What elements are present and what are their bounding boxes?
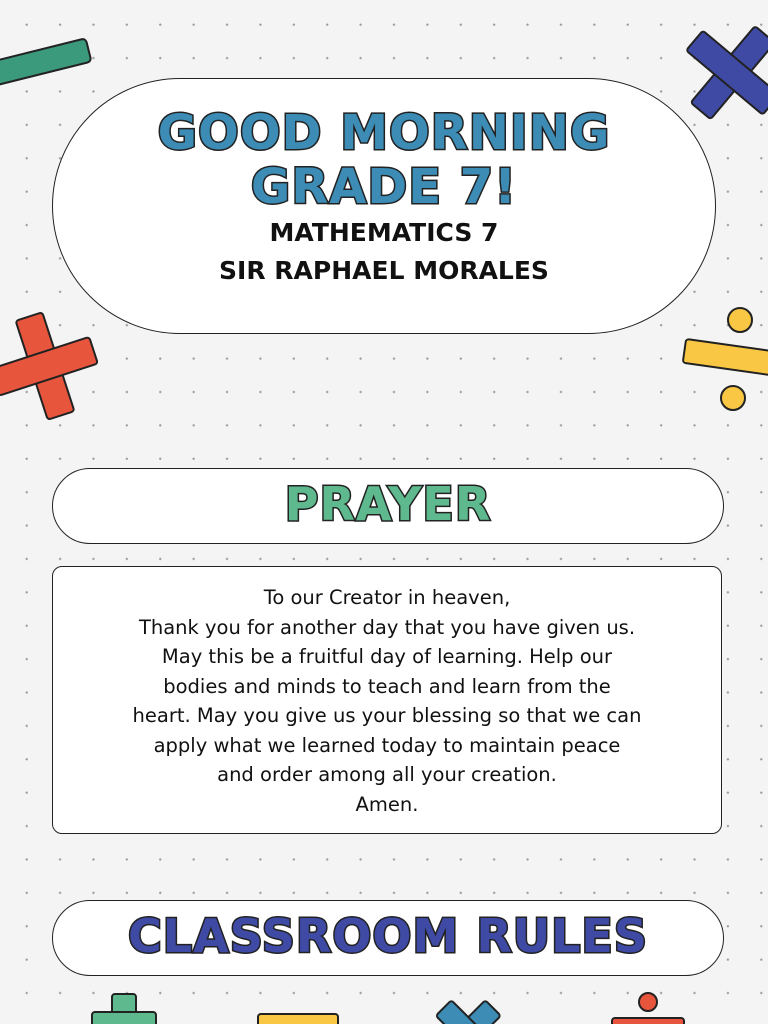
prayer-text-box — [52, 566, 722, 834]
prayer-line: Thank you for another day that you have given us. — [138, 615, 636, 639]
plus-icon — [0, 300, 110, 430]
prayer-line: and order among all your creation. — [217, 763, 557, 786]
prayer-line: bodies and minds to teach and learn from the — [163, 674, 611, 698]
prayer-line: To our Creator in heaven, — [263, 586, 511, 609]
prayer-line: heart. May you give us your blessing so that we can — [132, 704, 642, 727]
minus-icon — [0, 30, 95, 100]
prayer-line: May this be a fruitful day of learning. Help our — [161, 645, 613, 668]
rules-heading-pill — [52, 900, 724, 976]
prayer-line: Amen. — [355, 792, 419, 816]
minus-icon — [256, 1012, 340, 1024]
divide-icon — [608, 990, 688, 1024]
teacher-name: SIR RAPHAEL MORALES — [219, 256, 549, 285]
divide-icon — [678, 300, 768, 418]
plus-icon — [86, 990, 166, 1024]
greeting-title-line1: GOOD MORNING — [157, 105, 611, 161]
greeting-title-line2: GRADE 7! — [250, 159, 518, 215]
subject-label: MATHEMATICS 7 — [269, 218, 499, 247]
prayer-heading-pill — [52, 468, 724, 544]
greeting-card — [52, 78, 716, 334]
times-icon — [432, 992, 506, 1024]
rules-heading: CLASSROOM RULES — [128, 909, 648, 963]
prayer-heading: PRAYER — [284, 477, 492, 531]
prayer-line: apply what we learned today to maintain peace — [153, 733, 621, 757]
